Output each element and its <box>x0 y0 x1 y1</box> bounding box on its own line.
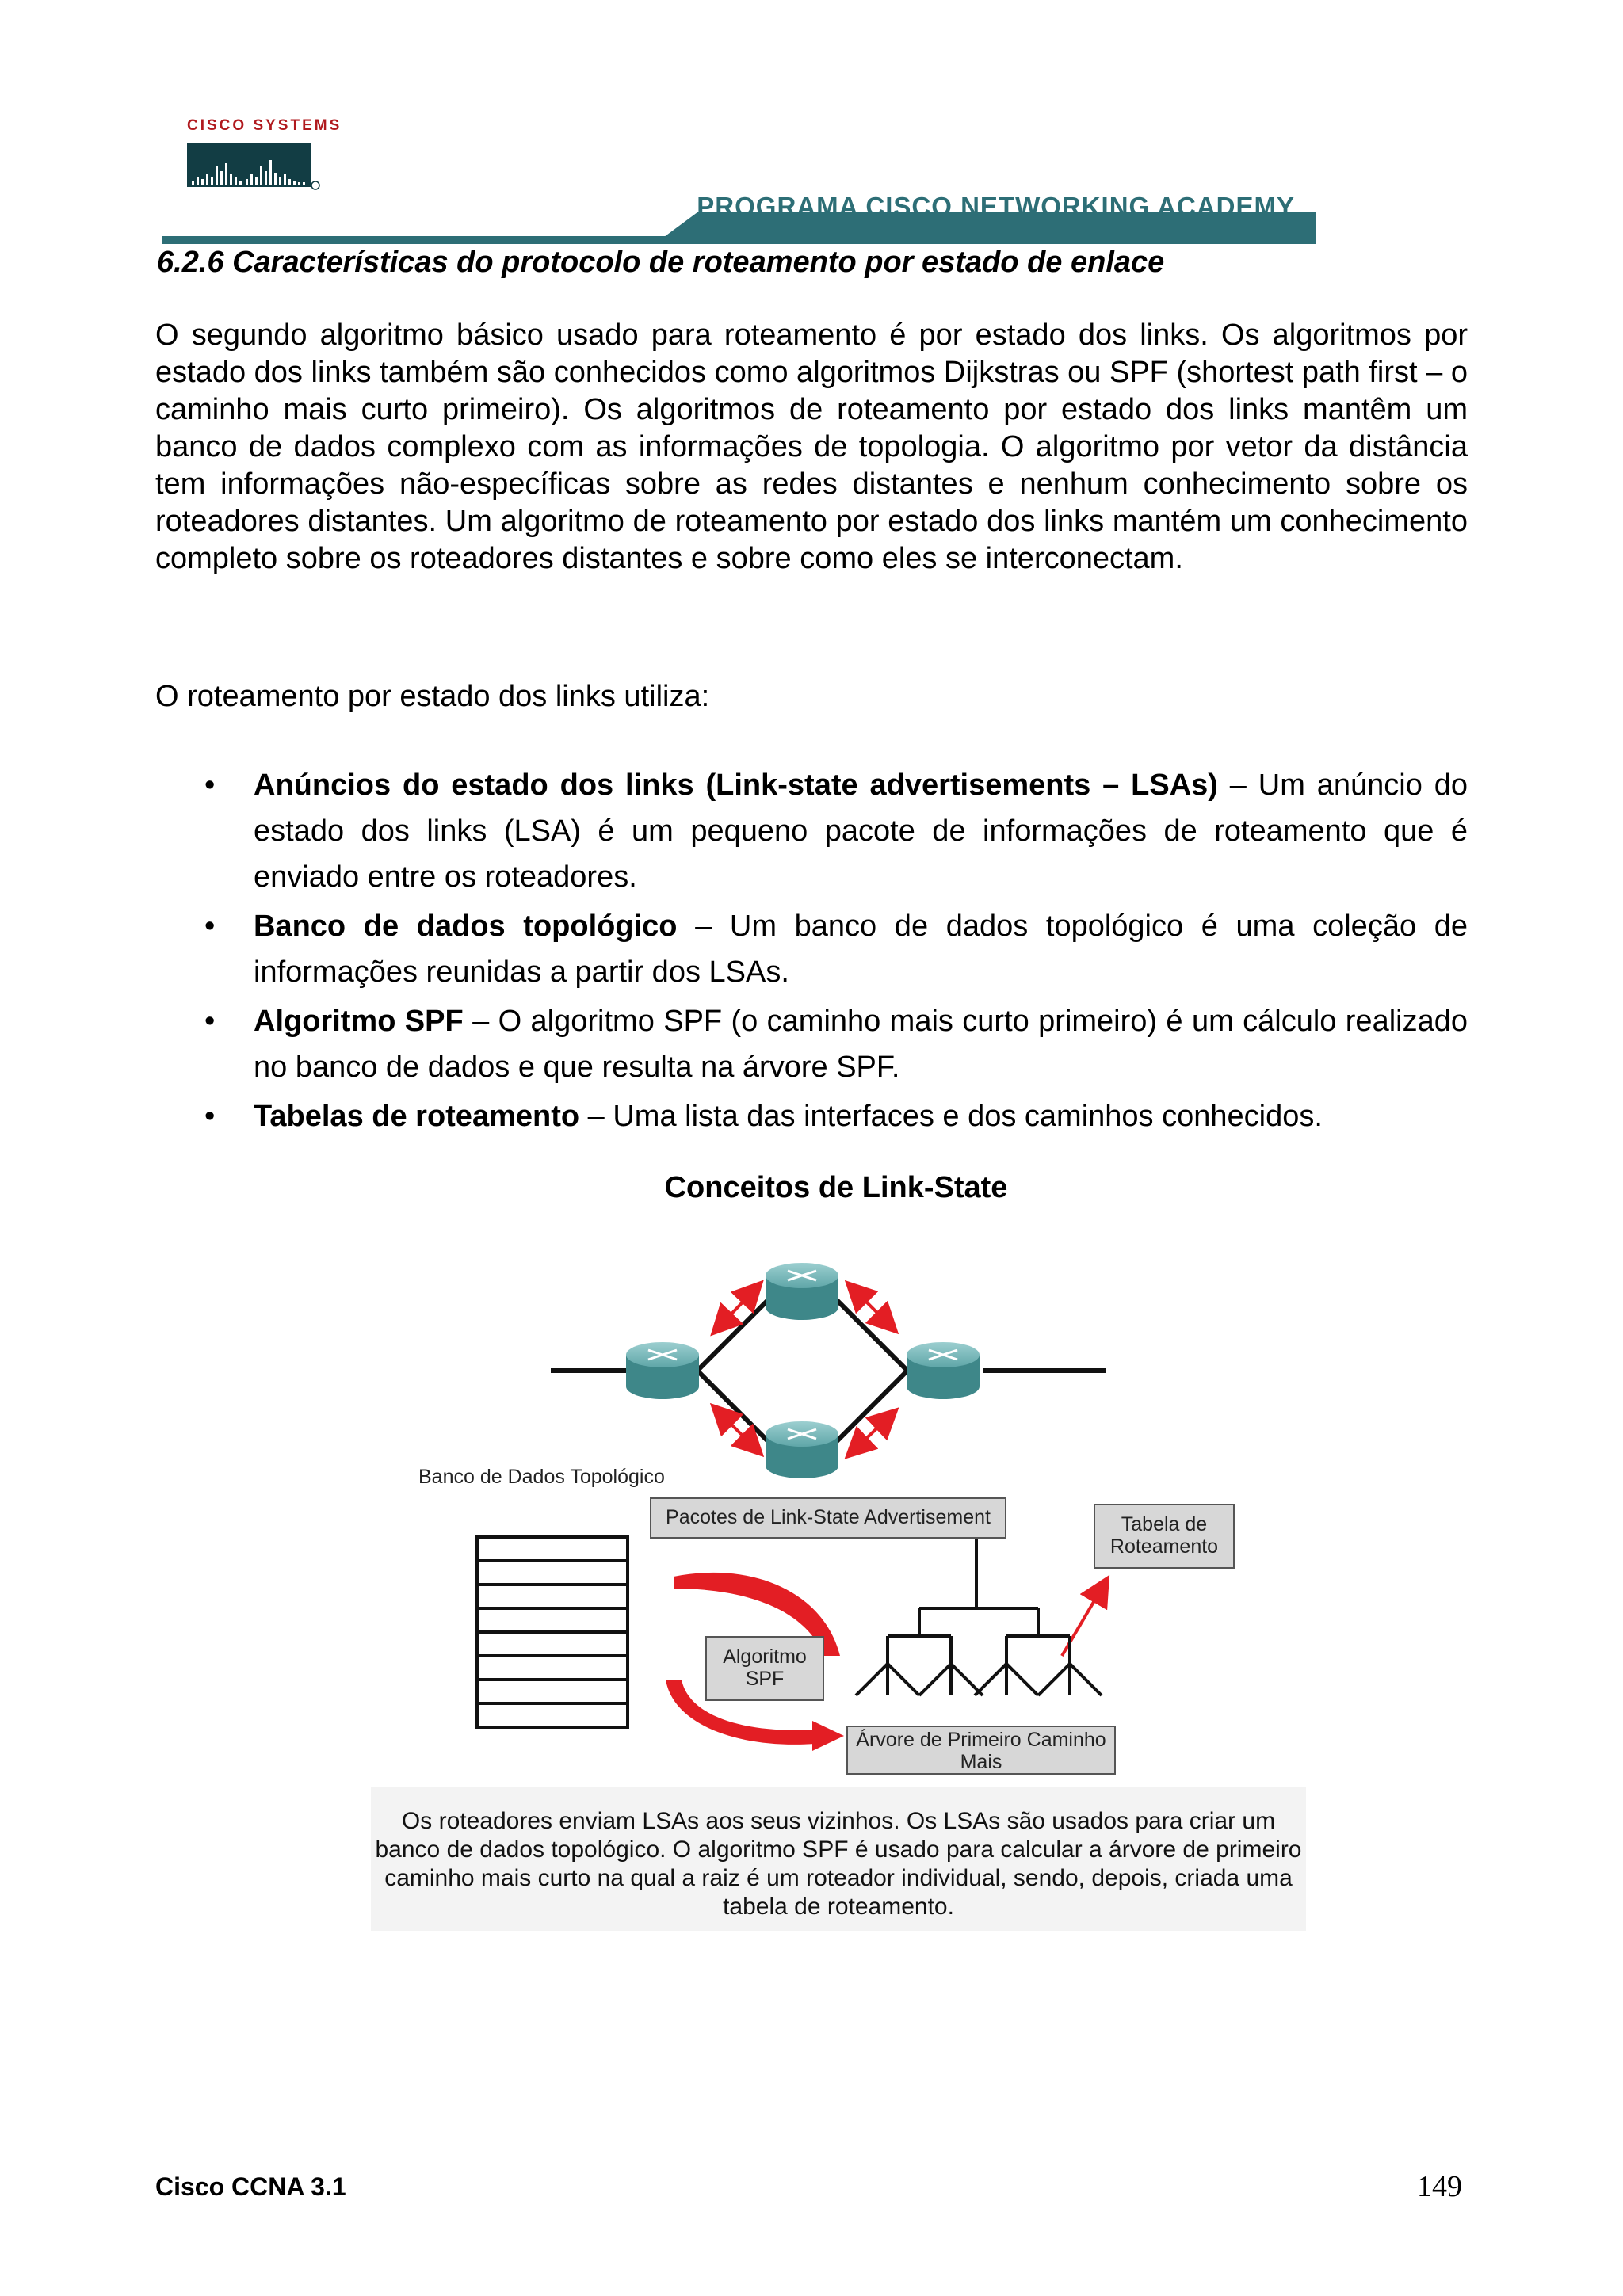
bullet-icon: • <box>204 1100 216 1133</box>
routing-table-box <box>1094 1504 1235 1569</box>
list-item <box>155 762 1468 900</box>
spf-tree-box <box>846 1726 1116 1775</box>
bullet-icon: • <box>204 910 216 943</box>
lsa-packets-box <box>650 1497 1006 1539</box>
footer-course: Cisco CCNA 3.1 <box>155 2172 346 2201</box>
academy-banner <box>162 190 1316 244</box>
list-item <box>155 998 1468 1090</box>
lsa-packets-label: Pacotes de Link-State Advertisement <box>666 1506 991 1528</box>
banner-text: PROGRAMA CISCO NETWORKING ACADEMY <box>697 192 1295 221</box>
spf-tree-label-2: Mais <box>960 1751 1002 1773</box>
spf-algorithm-box <box>705 1636 824 1701</box>
list-item <box>155 1093 1468 1139</box>
bullet-list <box>155 762 1468 1142</box>
router-icon <box>766 1263 838 1320</box>
router-icon <box>907 1342 980 1399</box>
bullet-text: – O algoritmo SPF (o caminho mais curto primeiro) é um cálculo realizado no banco de dados e que resulta na árvore SPF. <box>254 1005 1468 1084</box>
spf-algorithm-label-1: Algoritmo <box>723 1646 807 1668</box>
logo-text: CISCO SYSTEMS <box>187 117 342 134</box>
router-icon <box>766 1421 838 1478</box>
bullet-term: Banco de dados topológico <box>254 910 678 943</box>
bullet-icon: • <box>204 769 216 802</box>
spf-tree-label-1: Árvore de Primeiro Caminho <box>856 1729 1106 1751</box>
list-item <box>155 903 1468 995</box>
section-heading: 6.2.6 Características do protocolo de roteamento por estado de enlace <box>157 246 1165 279</box>
bullet-term: Tabelas de roteamento <box>254 1100 580 1133</box>
list-intro: O roteamento por estado dos links utiliza: <box>155 680 710 713</box>
spf-algorithm-label-2: SPF <box>745 1668 785 1690</box>
bullet-term: Anúncios do estado dos links (Link-state advertisements – LSAs) <box>254 769 1218 802</box>
figure-caption: Os roteadores enviam LSAs aos seus vizinhos. Os LSAs são usados para criar um banco de dados topológico. O algoritmo SPF é usado para calcular a árvore de primeiro caminho mais curto na qual a raiz é um roteador individual, sendo, depois, criada uma tabela de roteamento. <box>371 1787 1306 1931</box>
cisco-logo <box>187 117 342 196</box>
routing-table-label-1: Tabela de <box>1121 1513 1208 1535</box>
bullet-term: Algoritmo SPF <box>254 1005 464 1038</box>
database-label: Banco de Dados Topológico <box>418 1466 665 1488</box>
figure-title: Conceitos de Link-State <box>664 1171 1008 1204</box>
bullet-text: – Um banco de dados topológico é uma coleção de informações reunidas a partir dos LSAs. <box>254 910 1468 989</box>
database-stack-icon <box>477 1537 628 1727</box>
cisco-bars-icon <box>187 143 322 192</box>
router-icon <box>626 1342 699 1399</box>
bullet-text: – Um anúncio do estado dos links (LSA) é um pequeno pacote de informações de roteamento que é enviado entre os roteadores. <box>254 769 1468 894</box>
spf-tree-icon <box>856 1521 1102 1695</box>
bullet-icon: • <box>204 1005 216 1038</box>
bullet-text: – Uma lista das interfaces e dos caminhos conhecidos. <box>579 1100 1323 1133</box>
routing-table-label-2: Roteamento <box>1109 1535 1219 1558</box>
intro-paragraph: O segundo algoritmo básico usado para roteamento é por estado dos links. Os algoritmos por estado dos links também são conhecidos como algoritmos Dijkstras ou SPF (shortest path first – o caminho mais curto primeiro). Os algoritmos de roteamento por estado dos links mantêm um banco de dados complexo com as informações de topologia. O algoritmo por vetor da distância tem informações não-específicas sobre as redes distantes e nenhum conhecimento sobre os roteadores distantes. Um algoritmo de roteamento por estado dos links mantém um conhecimento completo sobre os roteadores distantes e sobre como eles se interconectam. <box>155 318 1468 575</box>
link-state-diagram <box>412 1236 1300 1791</box>
page-number: 149 <box>1417 2170 1462 2203</box>
